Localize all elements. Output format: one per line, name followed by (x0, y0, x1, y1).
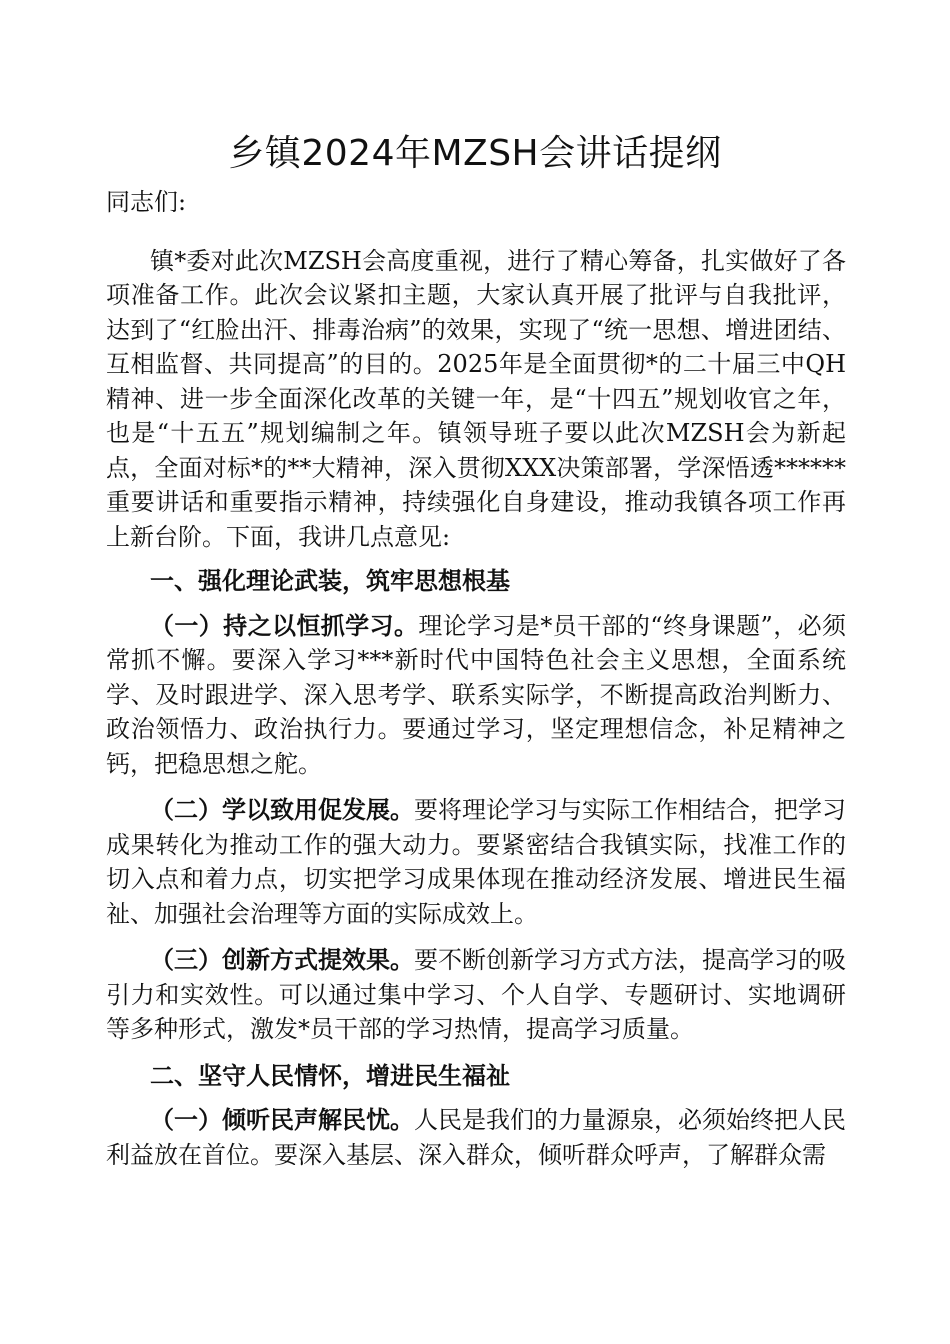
section-2-item-1 (106, 1103, 846, 1172)
section-1-item-2 (106, 793, 846, 931)
item-text: 要不断创新学习方式方法，提高学习的吸引力和实效性。可以通过集中学习、个人自学、专题研讨、实地调研等多种形式，激发*员干部的学习热情，提高学习质量。 (106, 946, 846, 1043)
document-body (106, 185, 846, 1184)
item-label: （一）持之以恒抓学习。 (150, 610, 419, 640)
item-text: 理论学习是*员干部的“终身课题”，必须常抓不懈。要深入学习***新时代中国特色社会主义思想，全面系统学、及时跟进学、深入思考学、联系实际学，不断提高政治判断力、政治领悟力、政治执行力。要通过学习，坚定理想信念，补足精神之钙，把稳思想之舵。 (106, 611, 846, 778)
section-heading-2: 二、坚守人民情怀，增进民生福祉 (150, 1060, 510, 1090)
item-label: （二）学以致用促发展。 (150, 795, 414, 824)
item-label: （三）创新方式提效果。 (150, 945, 414, 974)
section-heading-1: 一、强化理论武装，筑牢思想根基 (150, 566, 510, 595)
document-title: 乡镇2024年MZSH会讲话提纲 (228, 133, 722, 174)
salutation: 同志们: (106, 188, 187, 216)
section-1-item-1 (106, 609, 846, 782)
item-text: 要将理论学习与实际工作相结合，把学习成果转化为推动工作的强大动力。要紧密结合我镇实际，找准工作的切入点和着力点，切实把学习成果体现在推动经济发展、增进民生福祉、加强社会治理等方面的实际成效上。 (106, 796, 846, 928)
item-label: （一）倾听民声解民忧。 (150, 1105, 414, 1134)
item-text: 人民是我们的力量源泉，必须始终把人民利益放在首位。要深入基层、深入群众，倾听群众呼声，了解群众需 (106, 1106, 846, 1169)
section-1-item-3 (106, 943, 846, 1047)
intro-paragraph: 镇*委对此次MZSH会高度重视，进行了精心筹备，扎实做好了各项准备工作。此次会议紧扣主题，大家认真开展了批评与自我批评，达到了“红脸出汗、排毒治病”的效果，实现了“统一思想、增进团结、互相监督、共同提高”的目的。2025年是全面贯彻*的二十届三中QH精神、进一步全面深化改革的关键一年，是“十四五”规划收官之年，也是“十五五”规划编制之年。镇领导班子要以此次MZSH会为新起点，全面对标*的**大精神，深入贯彻XXX决策部署，学深悟透******重要讲话和重要指示精神，持续强化自身建设，推动我镇各项工作再上新台阶。下面，我讲几点意见: (106, 246, 846, 551)
